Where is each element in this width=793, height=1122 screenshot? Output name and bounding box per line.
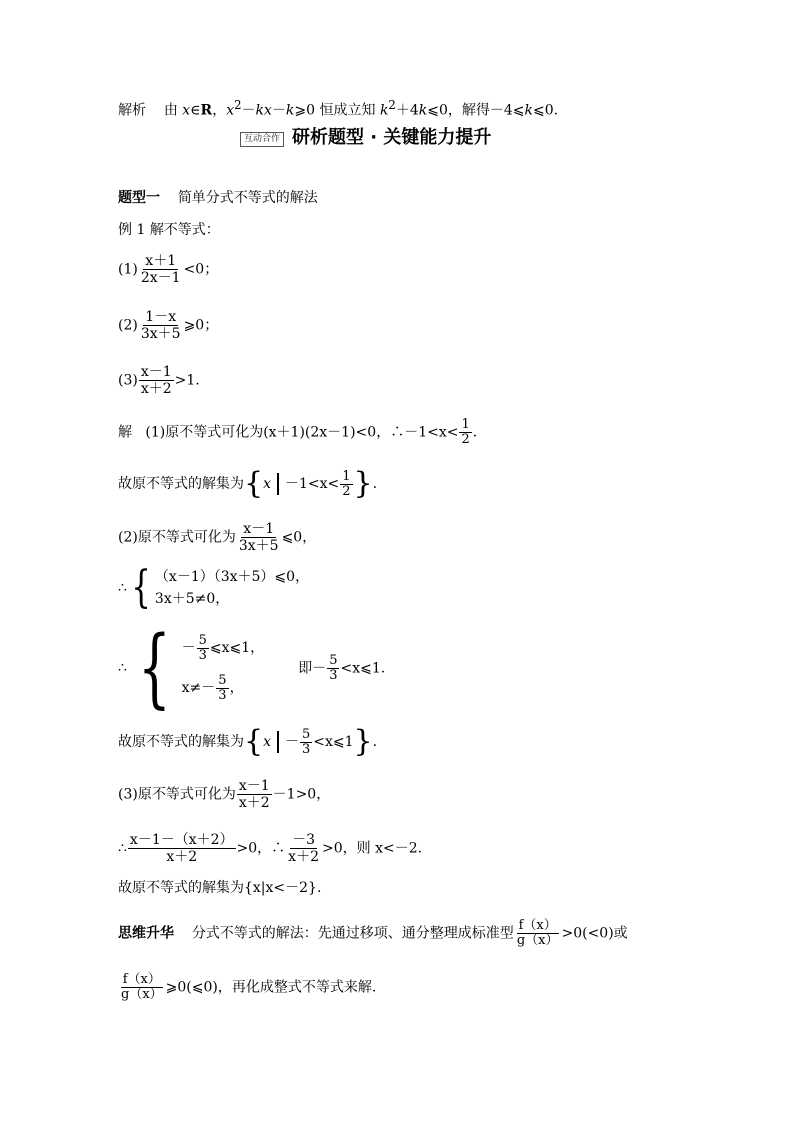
solution-2-set — [118, 724, 378, 759]
fraction-denominator: 3 — [302, 741, 311, 757]
fraction-numerator: 5 — [218, 672, 227, 688]
var-kx: kx — [255, 102, 272, 119]
var-k: k — [524, 102, 534, 119]
fraction-numerator: 1－x — [145, 309, 177, 325]
example-label: 例 1 — [118, 222, 146, 238]
system-row — [182, 628, 265, 668]
fraction-numerator: x＋1 — [145, 253, 177, 269]
therefore-symbol: ∴ — [118, 580, 127, 596]
system-row: （x－1）（3x＋5）⩽0， — [154, 569, 310, 585]
fraction-numerator: 5 — [198, 632, 207, 648]
example-line — [118, 220, 220, 240]
left-brace: { — [244, 724, 264, 759]
row-tail: ⩽x⩽1， — [209, 640, 265, 656]
section-tag: 互动合作 — [240, 132, 284, 147]
fraction-denominator: 3 — [198, 647, 207, 663]
fraction-denominator: g（x） — [516, 933, 559, 948]
solution-text: 故原不等式的解集为 — [118, 476, 244, 492]
problem-index: (2) — [118, 317, 138, 334]
problem-index: (1) — [118, 261, 138, 278]
analysis-text: ⩽0，解得－4⩽ — [427, 102, 525, 119]
var-x: x — [226, 102, 235, 119]
fraction-denominator: 3x＋5 — [238, 538, 279, 554]
problem-tail: <0； — [183, 261, 219, 278]
solution-2-system-2 — [118, 618, 386, 718]
fraction-denominator: x＋2 — [140, 381, 172, 397]
fraction-numerator: 1 — [342, 468, 351, 484]
minus: － — [241, 102, 256, 119]
fraction-denominator: x＋2 — [288, 849, 319, 865]
type1-title: 简单分式不等式的解法 — [177, 190, 318, 206]
right-brace: } — [353, 466, 373, 501]
row-tail: ， — [229, 680, 244, 696]
summary-line-2 — [118, 973, 376, 1002]
exponent: 2 — [234, 98, 242, 112]
system-row — [182, 668, 265, 708]
exponent: 2 — [388, 98, 396, 112]
var-x: x — [263, 734, 271, 750]
right-brace: } — [353, 724, 373, 759]
fraction-numerator: x－1 — [238, 778, 270, 794]
plus: ＋4 — [395, 102, 419, 119]
set-condition-tail: <x⩽1 — [313, 734, 354, 750]
var-k: k — [418, 102, 428, 119]
solution-text: (2)原不等式可化为 — [118, 529, 236, 546]
var-x: x — [182, 102, 191, 119]
solution-text: 故原不等式的解集为 — [118, 734, 244, 750]
section-heading — [240, 128, 491, 149]
fraction-numerator: x－1－（x＋2） — [129, 832, 234, 848]
summary-line — [118, 919, 628, 948]
solution-3 — [118, 778, 330, 811]
fraction-denominator: x＋2 — [238, 795, 270, 811]
fraction-denominator: 3x＋5 — [140, 326, 181, 342]
fraction-numerator: 1 — [461, 417, 470, 432]
system-brace: { — [137, 618, 171, 718]
solution-3b — [118, 832, 422, 865]
row-head: x≠－ — [181, 680, 216, 696]
minus: － — [181, 640, 196, 656]
fraction-denominator: 2 — [461, 432, 470, 447]
solution-tail: . — [372, 734, 378, 750]
problem-tail: >1. — [174, 372, 200, 389]
solution-2-system — [118, 562, 310, 613]
equivalent-result — [298, 654, 385, 683]
fraction-denominator: x＋2 — [166, 849, 198, 865]
summary-tail: >0(<0)或 — [561, 925, 628, 942]
var-x: x — [263, 476, 271, 492]
fraction-numerator: f（x） — [122, 972, 161, 987]
solution-text: (1)原不等式可化为(x＋1)(2x－1)<0，∴－1<x< — [145, 424, 459, 441]
fraction-denominator: 3 — [218, 687, 227, 703]
solution-tail: >0，则 x<－2. — [321, 840, 423, 857]
var-k: k — [379, 102, 389, 119]
analysis-text: ⩽0. — [533, 102, 559, 119]
solution-tail: . — [472, 424, 478, 441]
example-text: 解不等式： — [149, 222, 220, 238]
problem-1 — [118, 253, 218, 286]
type1-heading — [118, 188, 318, 208]
therefore-symbol: ∴ — [118, 840, 127, 857]
set-bar — [277, 473, 279, 495]
solution-3-set — [118, 878, 321, 898]
fraction-denominator: 3 — [329, 667, 338, 683]
solution-tail: －1>0， — [272, 786, 331, 803]
set-condition: － — [285, 734, 299, 750]
set-R: R — [200, 102, 213, 119]
solution-middle: >0，∴ — [236, 840, 286, 857]
solution-2 — [118, 521, 316, 554]
problem-tail: ⩾0； — [183, 317, 219, 334]
analysis-label: 解析 — [118, 102, 146, 119]
solution-1 — [118, 418, 477, 447]
analysis-text: 由 — [163, 102, 183, 119]
solution-tail: . — [372, 476, 378, 492]
solution-text: (3)原不等式可化为 — [118, 786, 236, 803]
fraction-numerator: x－1 — [140, 364, 172, 380]
fraction-numerator: x－1 — [243, 521, 275, 537]
equivalent-tail: <x⩽1. — [340, 660, 386, 676]
fraction-denominator: 2x－1 — [140, 270, 181, 286]
var-k: k — [285, 102, 295, 119]
fraction-numerator: －3 — [292, 832, 316, 848]
summary-label: 思维升华 — [118, 925, 174, 942]
system-brace: { — [131, 562, 151, 613]
top-analysis-line — [118, 95, 558, 121]
solution-1-set — [118, 466, 378, 501]
type1-label: 题型一 — [118, 190, 160, 206]
section-title: 研析题型 · 关键能力提升 — [292, 127, 492, 148]
solution-tail: ⩽0， — [281, 529, 317, 546]
summary-tail: ⩾0(⩽0)，再化成整式不等式来解. — [165, 979, 377, 996]
problem-3 — [118, 364, 200, 397]
system-row: 3x＋5≠0， — [154, 591, 230, 607]
symbol-in: ∈ — [190, 102, 201, 119]
solution-label: 解 — [118, 424, 132, 441]
problem-index: (3) — [118, 372, 138, 389]
analysis-text: ⩾0 恒成立知 — [294, 102, 380, 119]
solution-text: 故原不等式的解集为{x|x<－2}. — [118, 880, 322, 896]
summary-text: 分式不等式的解法：先通过移项、通分整理成标准型 — [191, 925, 514, 942]
problem-2 — [118, 309, 218, 342]
comma: ， — [212, 102, 227, 119]
fraction-numerator: 5 — [302, 726, 311, 742]
fraction-numerator: 5 — [329, 652, 338, 668]
fraction-denominator: g（x） — [121, 987, 163, 1002]
minus: － — [271, 102, 286, 119]
fraction-denominator: 2 — [342, 483, 351, 499]
therefore-symbol: ∴ — [118, 660, 127, 676]
set-bar — [277, 731, 279, 753]
equivalent-text: 即－ — [298, 660, 327, 676]
fraction-numerator: f（x） — [518, 918, 557, 933]
left-brace: { — [244, 466, 264, 501]
set-condition: －1<x< — [285, 476, 340, 492]
